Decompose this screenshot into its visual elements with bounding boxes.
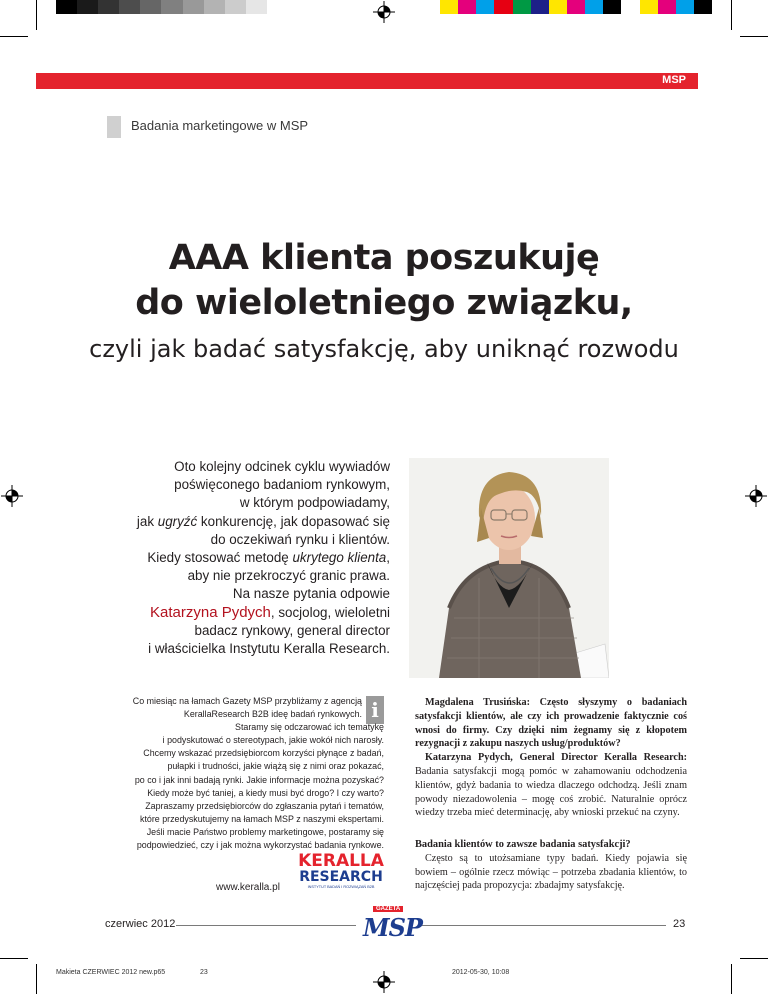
crop-mark <box>731 0 732 30</box>
crop-mark <box>731 964 732 994</box>
info-line: podpowiedzieć, czy i jak można wykorzystać badania rynkowe. <box>136 840 384 851</box>
intro-line: i właścicielka Instytutu Keralla Research. <box>148 641 390 657</box>
info-icon: i <box>366 696 384 724</box>
intro-line: badacz rynkowy, general director <box>194 622 390 638</box>
keralla-logo <box>298 852 384 892</box>
info-line: Staramy się odczarować ich tematykę <box>235 722 384 733</box>
intro-text <box>100 458 390 658</box>
headline-line-1: AAA klienta poszukuję <box>168 238 600 278</box>
intro-line: poświęconego badaniom rynkowym, <box>174 477 390 493</box>
intro-line: w którym podpowiadamy, <box>239 495 390 511</box>
crop-mark <box>0 958 28 959</box>
slug-file: Makieta CZERWIEC 2012 new.p65 <box>56 969 166 976</box>
slug-page: 23 <box>200 969 208 976</box>
logo-word-research: RESEARCH <box>299 869 383 885</box>
info-line: Chcemy wskazać przedsiębiorcom korzyści płynące z badań, <box>143 748 384 759</box>
paragraph-2: Często są to utożsamiane typy badań. Kiedy pojawia się bowiem – ogólnie rzecz mówiąc – potrzeba zbadania klientów, to najczęściej pada propozycja: zbadajmy satysfakcję. <box>415 852 687 892</box>
info-box <box>104 695 384 852</box>
footer-rule-left <box>176 925 356 926</box>
section-tag: MSP <box>662 74 686 86</box>
logo-word-keralla: KERALLA <box>298 851 384 871</box>
logo-tagline: INSTYTUT BADAŃ I ROZWIĄZAŃ B2B <box>307 885 375 889</box>
crop-mark <box>36 0 37 30</box>
info-line: Zapraszamy przedsiębiorców do zgłaszania pytań i tematów, <box>145 800 384 811</box>
crop-mark <box>740 36 768 37</box>
logo-msp: MSP <box>363 913 422 942</box>
intro-line: Na nasze pytania odpowie <box>232 586 390 602</box>
gazeta-msp-logo <box>361 906 422 942</box>
intro-line: do oczekiwań rynku i klientów. <box>210 531 390 547</box>
intro-line: jak ugryźć konkurencję, jak dopasować się <box>136 513 390 529</box>
footer-rule-right <box>418 925 666 926</box>
headline-subtitle: czyli jak badać satysfakcję, aby uniknąć rozwodu <box>89 335 679 363</box>
intro-line: aby nie przekroczyć granic prawa. <box>187 568 390 584</box>
article-column-continued <box>415 838 687 893</box>
intro-line: Katarzyna Pydych, socjolog, wieloletni <box>150 603 390 621</box>
interviewee-name: Katarzyna Pydych <box>150 603 271 621</box>
intro-line: Kiedy stosować metodę ukrytego klienta, <box>147 550 390 566</box>
intro-line: Oto kolejny odcinek cyklu wywiadów <box>174 459 390 474</box>
category-label: Badania marketingowe w MSP <box>131 118 309 133</box>
info-line: Jeśli macie Państwo problemy marketingowe, postaramy się <box>146 826 384 837</box>
registration-mark-icon <box>373 1 395 23</box>
slug-date: 2012-05-30, 10:08 <box>452 969 510 976</box>
color-bar-right <box>440 0 712 14</box>
logo-gazeta: GAZETA <box>373 906 403 912</box>
info-line: które przedyskutujemy na łamach MSP z naszymi ekspertami. <box>140 813 384 824</box>
info-line: po co i jak inni badają rynki. Jakie informacje można pozyskać? <box>134 774 384 785</box>
registration-mark-icon <box>745 485 767 507</box>
registration-mark-icon <box>1 485 23 507</box>
crop-mark <box>0 36 28 37</box>
section-bar <box>36 73 698 89</box>
info-line: KerallaResearch B2B ideę badań rynkowych. <box>183 709 362 720</box>
issue-date: czerwiec 2012 <box>105 918 176 930</box>
info-line: Co miesiąc na łamach Gazety MSP przybliżamy z agencją <box>132 696 362 706</box>
color-bar-left <box>56 0 288 14</box>
article-column <box>415 696 687 820</box>
category-marker <box>107 116 121 138</box>
crop-mark <box>36 964 37 994</box>
headline-line-2: do wieloletniego związku, <box>135 283 633 323</box>
info-line: i podyskutować o stereotypach, jakie wokół nich narosły. <box>162 735 384 746</box>
subheading: Badania klientów to zawsze badania satysfakcji? <box>415 839 631 850</box>
info-line: pułapki i trudności, jakie wiążą się z nimi oraz pokazać, <box>167 761 384 772</box>
page-number: 23 <box>673 918 686 930</box>
question-1: Magdalena Trusińska: Często słyszymy o badaniach satysfakcji klientów, ale czy ich prowadzenie faktycznie coś wnosi do firmy. Czy dzięki nim żegnamy się z kłopotem rezygnacji z zakupu naszych usług/produktów? <box>415 697 687 750</box>
keralla-link[interactable]: www.keralla.pl <box>216 882 280 893</box>
crop-mark <box>740 958 768 959</box>
info-line: Kiedy może być taniej, a kiedy musi być drogo? I czy warto? <box>147 787 384 798</box>
answer-1: Katarzyna Pydych, General Director Keralla Research: Badania satysfakcji mogą pomóc w zahamowaniu odchodzenia klientów, gdyż badania to wiedza dlaczego odchodzą. Jeśli znam powody niezadowolenia – mogę coś zrobić. Naturalnie oprócz wiedzy trzeba mieć determinację, aby wnioski przekuć na czyny. <box>415 752 687 819</box>
portrait-photo <box>409 458 609 678</box>
registration-mark-icon <box>373 971 395 993</box>
